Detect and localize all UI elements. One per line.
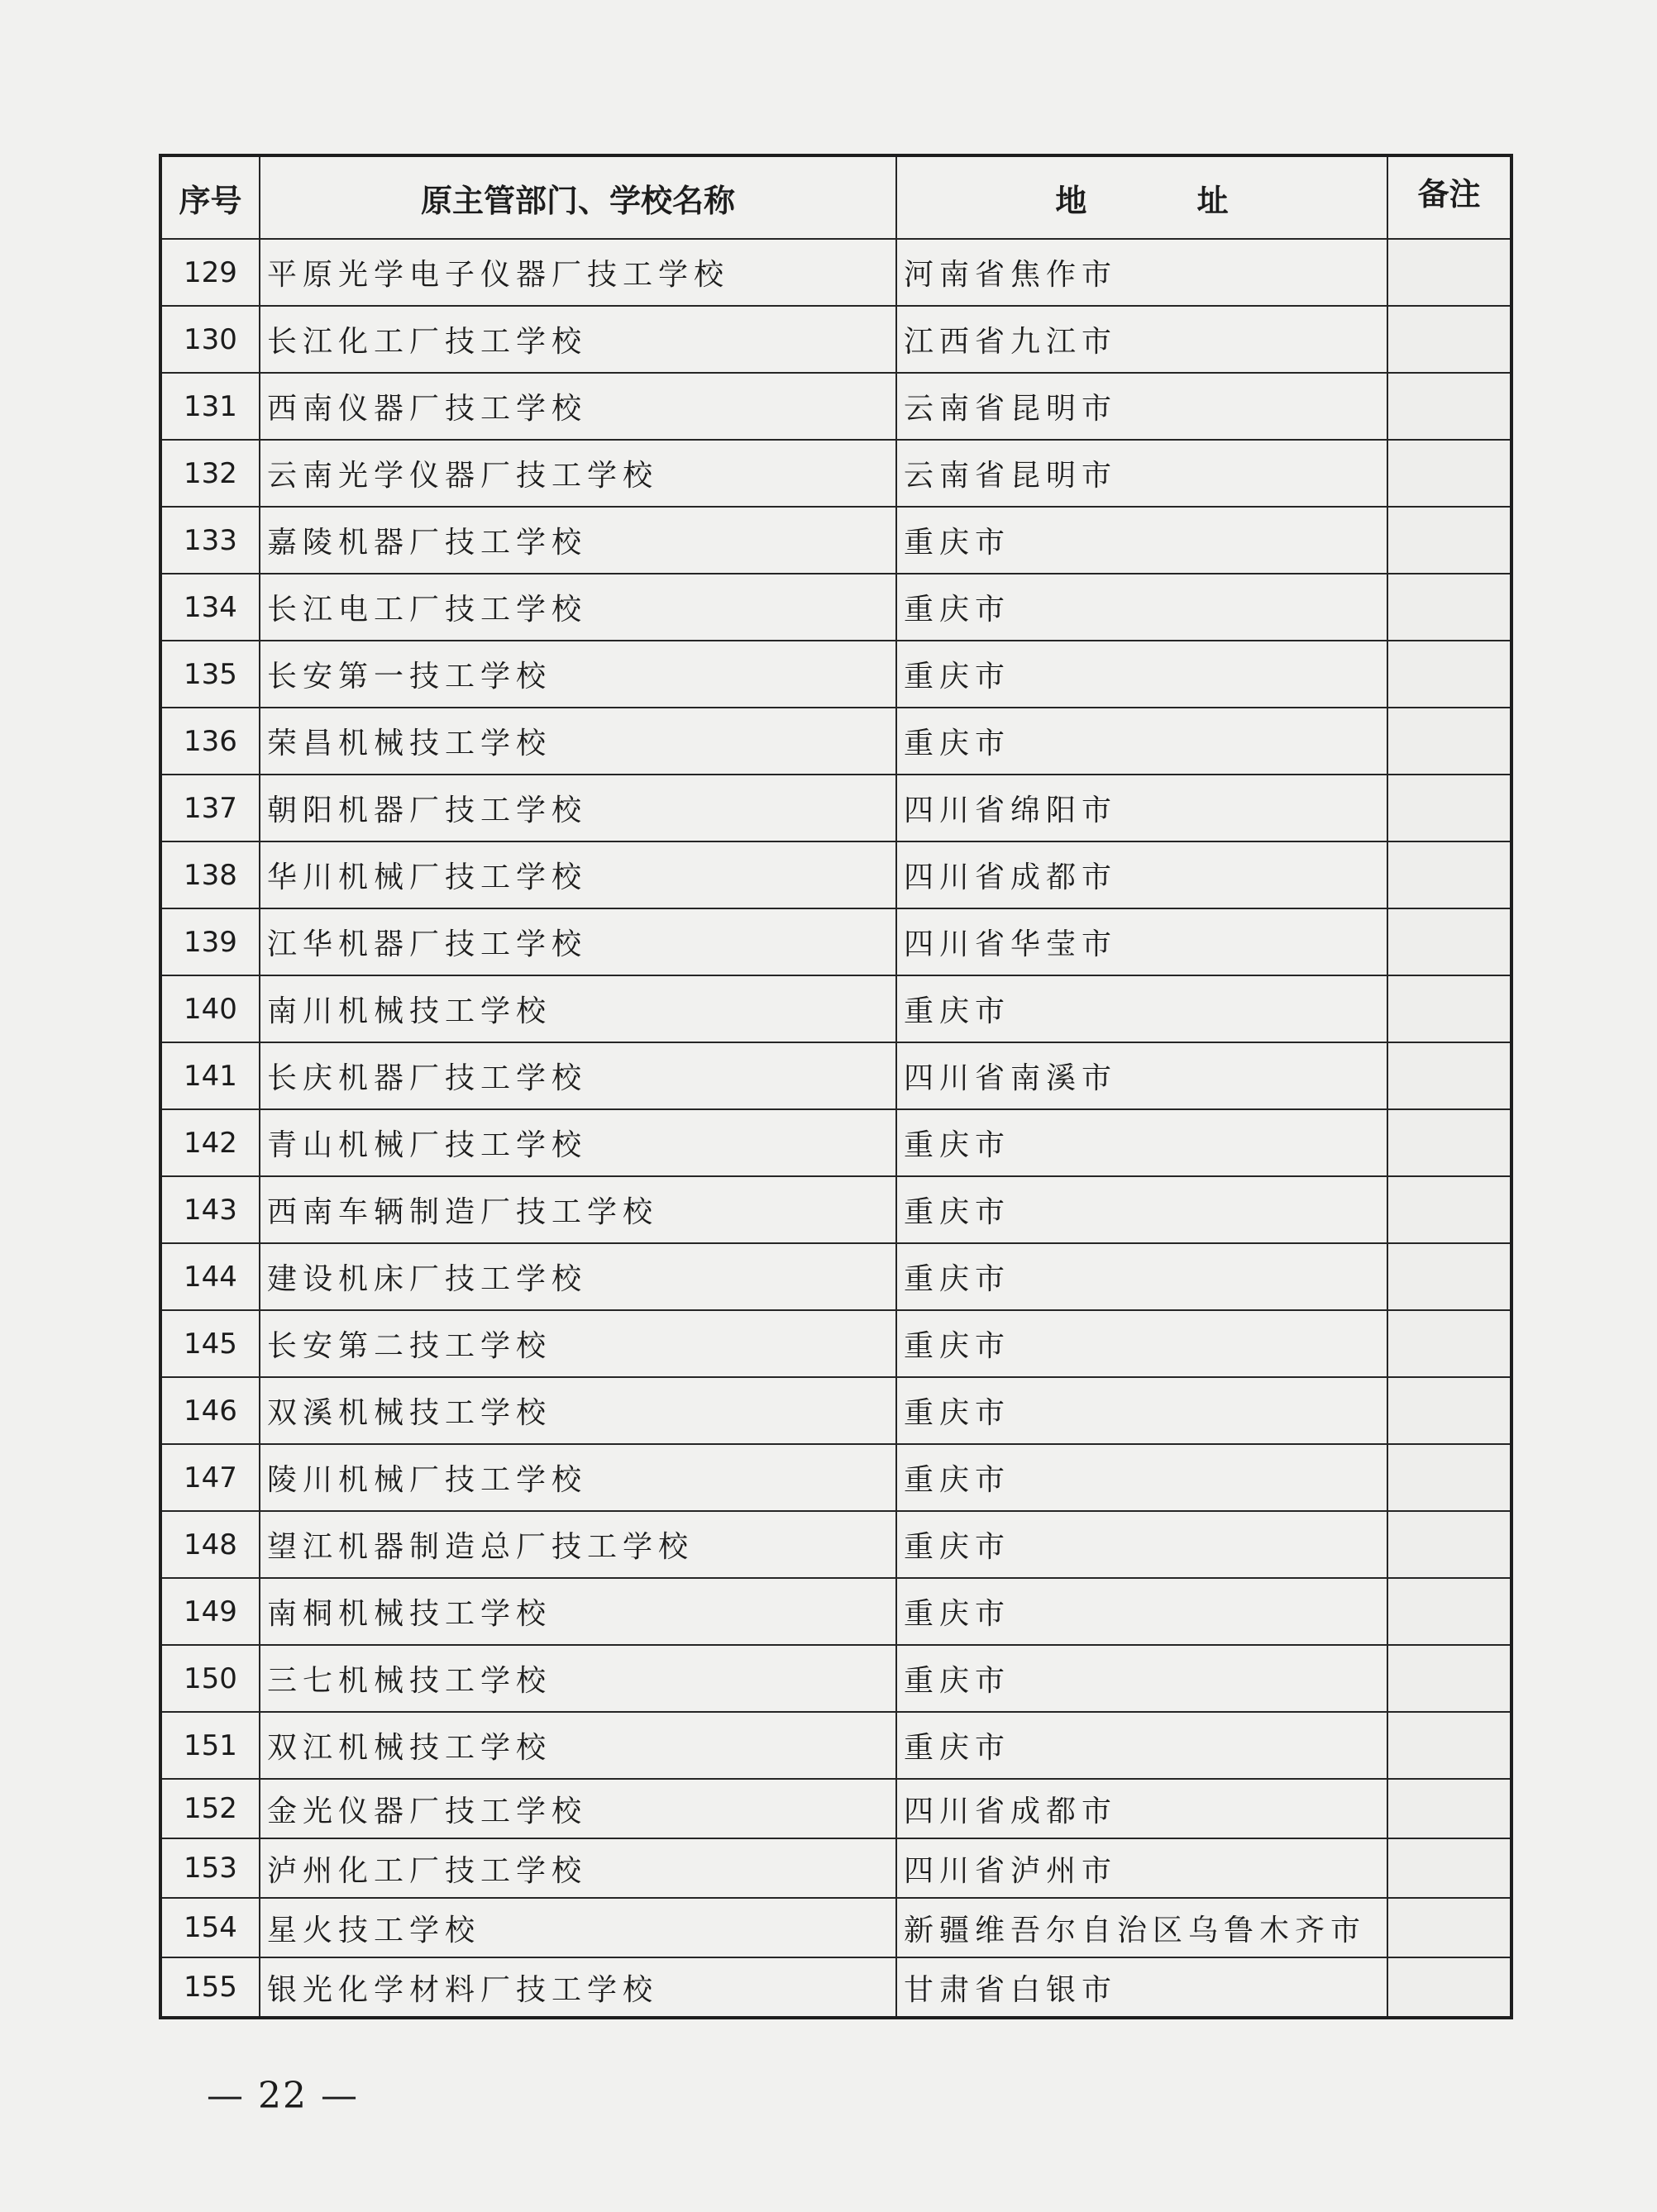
address-cell: 重庆市 xyxy=(896,1712,1387,1779)
row-number-cell: 134 xyxy=(160,574,260,641)
address-cell: 云南省昆明市 xyxy=(896,440,1387,507)
address-cell: 重庆市 xyxy=(896,641,1387,708)
row-number-cell: 137 xyxy=(160,775,260,841)
address-cell: 重庆市 xyxy=(896,975,1387,1042)
row-number-cell: 133 xyxy=(160,507,260,574)
row-number-cell: 143 xyxy=(160,1176,260,1243)
address-cell: 重庆市 xyxy=(896,1511,1387,1578)
address-cell: 甘肃省白银市 xyxy=(896,1957,1387,2018)
table-row xyxy=(160,1898,1511,1957)
row-number-cell: 152 xyxy=(160,1779,260,1838)
note-cell xyxy=(1387,1712,1511,1779)
header-number: 序号 xyxy=(160,155,260,239)
note-cell xyxy=(1387,908,1511,975)
note-cell xyxy=(1387,306,1511,373)
row-number-cell: 138 xyxy=(160,841,260,908)
row-number-cell: 154 xyxy=(160,1898,260,1957)
table-row xyxy=(160,373,1511,440)
row-number-cell: 155 xyxy=(160,1957,260,2018)
school-name-cell: 嘉陵机器厂技工学校 xyxy=(260,507,896,574)
note-cell xyxy=(1387,1898,1511,1957)
row-number-cell: 145 xyxy=(160,1310,260,1377)
table-row xyxy=(160,641,1511,708)
address-cell: 重庆市 xyxy=(896,1645,1387,1712)
table-row xyxy=(160,1957,1511,2018)
address-cell: 重庆市 xyxy=(896,1243,1387,1310)
table-row xyxy=(160,1779,1511,1838)
address-cell: 四川省绵阳市 xyxy=(896,775,1387,841)
table-row xyxy=(160,507,1511,574)
address-cell: 重庆市 xyxy=(896,574,1387,641)
school-name-cell: 泸州化工厂技工学校 xyxy=(260,1838,896,1898)
table-row xyxy=(160,1444,1511,1511)
table-row xyxy=(160,908,1511,975)
table-row xyxy=(160,1109,1511,1176)
note-cell xyxy=(1387,1511,1511,1578)
table-row xyxy=(160,1243,1511,1310)
school-name-cell: 星火技工学校 xyxy=(260,1898,896,1957)
note-cell xyxy=(1387,975,1511,1042)
header-note: 备注 xyxy=(1387,155,1511,239)
school-name-cell: 平原光学电子仪器厂技工学校 xyxy=(260,239,896,306)
row-number-cell: 147 xyxy=(160,1444,260,1511)
row-number-cell: 153 xyxy=(160,1838,260,1898)
note-cell xyxy=(1387,1444,1511,1511)
school-name-cell: 陵川机械厂技工学校 xyxy=(260,1444,896,1511)
address-cell: 四川省华莹市 xyxy=(896,908,1387,975)
school-name-cell: 南川机械技工学校 xyxy=(260,975,896,1042)
row-number-cell: 150 xyxy=(160,1645,260,1712)
header-address: 地 址 xyxy=(896,155,1387,239)
note-cell xyxy=(1387,1957,1511,2018)
note-cell xyxy=(1387,574,1511,641)
note-cell xyxy=(1387,775,1511,841)
address-cell: 四川省泸州市 xyxy=(896,1838,1387,1898)
note-cell xyxy=(1387,507,1511,574)
school-name-cell: 长庆机器厂技工学校 xyxy=(260,1042,896,1109)
note-cell xyxy=(1387,1176,1511,1243)
note-cell xyxy=(1387,641,1511,708)
note-cell xyxy=(1387,373,1511,440)
table-row xyxy=(160,1645,1511,1712)
table-row xyxy=(160,1578,1511,1645)
table-body xyxy=(160,239,1511,2018)
note-cell xyxy=(1387,1310,1511,1377)
note-cell xyxy=(1387,1578,1511,1645)
page-number: — 22 — xyxy=(207,2075,359,2117)
school-name-cell: 南桐机械技工学校 xyxy=(260,1578,896,1645)
table-row xyxy=(160,841,1511,908)
table-row xyxy=(160,975,1511,1042)
address-cell: 江西省九江市 xyxy=(896,306,1387,373)
address-cell: 四川省成都市 xyxy=(896,841,1387,908)
row-number-cell: 142 xyxy=(160,1109,260,1176)
school-name-cell: 朝阳机器厂技工学校 xyxy=(260,775,896,841)
table-row xyxy=(160,708,1511,775)
row-number-cell: 129 xyxy=(160,239,260,306)
school-name-cell: 双溪机械技工学校 xyxy=(260,1377,896,1444)
address-cell: 重庆市 xyxy=(896,1109,1387,1176)
table-row xyxy=(160,1310,1511,1377)
address-cell: 四川省南溪市 xyxy=(896,1042,1387,1109)
address-cell: 重庆市 xyxy=(896,708,1387,775)
row-number-cell: 132 xyxy=(160,440,260,507)
table-header-row xyxy=(160,155,1511,239)
table-row xyxy=(160,574,1511,641)
school-name-cell: 金光仪器厂技工学校 xyxy=(260,1779,896,1838)
table-row xyxy=(160,1042,1511,1109)
school-name-cell: 西南仪器厂技工学校 xyxy=(260,373,896,440)
school-name-cell: 建设机床厂技工学校 xyxy=(260,1243,896,1310)
school-name-cell: 青山机械厂技工学校 xyxy=(260,1109,896,1176)
note-cell xyxy=(1387,1779,1511,1838)
note-cell xyxy=(1387,440,1511,507)
address-cell: 重庆市 xyxy=(896,1377,1387,1444)
row-number-cell: 151 xyxy=(160,1712,260,1779)
row-number-cell: 140 xyxy=(160,975,260,1042)
table-row xyxy=(160,440,1511,507)
table-row xyxy=(160,1838,1511,1898)
school-name-cell: 云南光学仪器厂技工学校 xyxy=(260,440,896,507)
note-cell xyxy=(1387,1109,1511,1176)
school-name-cell: 三七机械技工学校 xyxy=(260,1645,896,1712)
note-cell xyxy=(1387,1377,1511,1444)
header-name: 原主管部门、学校名称 xyxy=(260,155,896,239)
table-row xyxy=(160,1712,1511,1779)
address-cell: 重庆市 xyxy=(896,507,1387,574)
school-name-cell: 银光化学材料厂技工学校 xyxy=(260,1957,896,2018)
address-cell: 四川省成都市 xyxy=(896,1779,1387,1838)
row-number-cell: 146 xyxy=(160,1377,260,1444)
school-list-table xyxy=(159,154,1513,2019)
note-cell xyxy=(1387,1838,1511,1898)
school-name-cell: 江华机器厂技工学校 xyxy=(260,908,896,975)
row-number-cell: 131 xyxy=(160,373,260,440)
note-cell xyxy=(1387,1645,1511,1712)
row-number-cell: 139 xyxy=(160,908,260,975)
row-number-cell: 144 xyxy=(160,1243,260,1310)
row-number-cell: 148 xyxy=(160,1511,260,1578)
table-row xyxy=(160,306,1511,373)
school-name-cell: 双江机械技工学校 xyxy=(260,1712,896,1779)
school-name-cell: 长安第一技工学校 xyxy=(260,641,896,708)
school-name-cell: 望江机器制造总厂技工学校 xyxy=(260,1511,896,1578)
school-name-cell: 西南车辆制造厂技工学校 xyxy=(260,1176,896,1243)
table-row xyxy=(160,775,1511,841)
school-name-cell: 长安第二技工学校 xyxy=(260,1310,896,1377)
address-cell: 重庆市 xyxy=(896,1310,1387,1377)
table-row xyxy=(160,1176,1511,1243)
note-cell xyxy=(1387,1042,1511,1109)
row-number-cell: 135 xyxy=(160,641,260,708)
address-cell: 重庆市 xyxy=(896,1578,1387,1645)
row-number-cell: 149 xyxy=(160,1578,260,1645)
school-name-cell: 华川机械厂技工学校 xyxy=(260,841,896,908)
table-row xyxy=(160,1511,1511,1578)
address-cell: 云南省昆明市 xyxy=(896,373,1387,440)
table-row xyxy=(160,1377,1511,1444)
school-name-cell: 长江电工厂技工学校 xyxy=(260,574,896,641)
address-cell: 新疆维吾尔自治区乌鲁木齐市 xyxy=(896,1898,1387,1957)
row-number-cell: 141 xyxy=(160,1042,260,1109)
address-cell: 河南省焦作市 xyxy=(896,239,1387,306)
row-number-cell: 130 xyxy=(160,306,260,373)
school-name-cell: 长江化工厂技工学校 xyxy=(260,306,896,373)
table-row xyxy=(160,239,1511,306)
row-number-cell: 136 xyxy=(160,708,260,775)
address-cell: 重庆市 xyxy=(896,1444,1387,1511)
address-cell: 重庆市 xyxy=(896,1176,1387,1243)
note-cell xyxy=(1387,239,1511,306)
note-cell xyxy=(1387,841,1511,908)
school-name-cell: 荣昌机械技工学校 xyxy=(260,708,896,775)
note-cell xyxy=(1387,1243,1511,1310)
note-cell xyxy=(1387,708,1511,775)
